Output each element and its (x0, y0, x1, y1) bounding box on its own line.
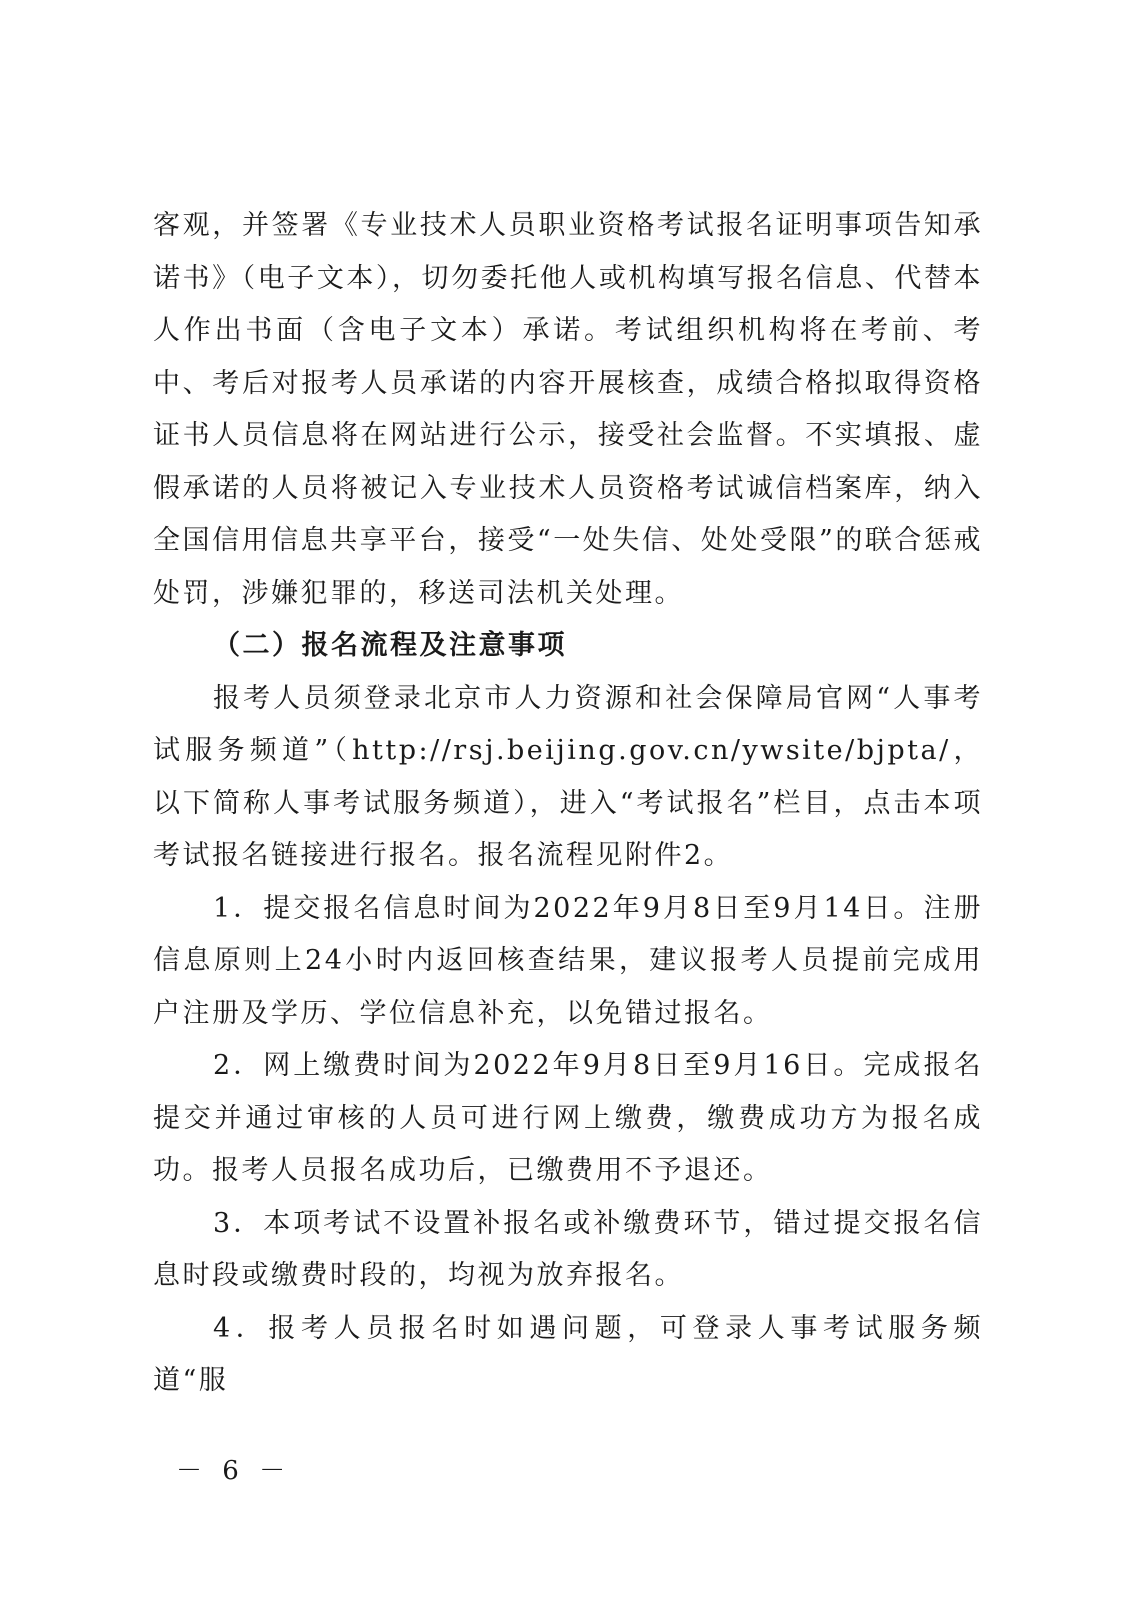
paragraph-item-2-payment-time: 2．网上缴费时间为2022年9月8日至9月16日。完成报名提交并通过审核的人员可进行网上缴费，缴费成功方为报名成功。报考人员报名成功后，已缴费用不予退还。 (153, 1050, 983, 1186)
page-number: － 6 － (176, 1456, 292, 1486)
paragraph-item-4-problems: 4．报考人员报名时如遇问题，可登录人事考试服务频道“服 (153, 1312, 983, 1396)
section-heading-registration-process: （二）报名流程及注意事项 (213, 630, 567, 661)
paragraph-item-1-submission-time: 1．提交报名信息时间为2022年9月8日至9月14日。注册信息原则上24小时内返回核查结果，建议报考人员提前完成用户注册及学历、学位信息补充，以免错过报名。 (153, 892, 983, 1029)
document-body (153, 200, 983, 1408)
paragraph-registration-website: 报考人员须登录北京市人力资源和社会保障局官网“人事考试服务频道”（http://rsj.beijing.gov.cn/ywsite/bjpta/，以下简称人事考试服务频道），进入“考试报名”栏目，点击本项考试报名链接进行报名。报名流程见附件2。 (153, 682, 983, 871)
paragraph-item-3-no-late-registration: 3．本项考试不设置补报名或补缴费环节，错过提交报名信息时段或缴费时段的，均视为放弃报名。 (153, 1207, 983, 1291)
paragraph-commitment-continued: 客观，并签署《专业技术人员职业资格考试报名证明事项告知承诺书》（电子文本），切勿委托他人或机构填写报名信息、代替本人作出书面（含电子文本）承诺。考试组织机构将在考前、考中、考后对报考人员承诺的内容开展核查，成绩合格拟取得资格证书人员信息将在网站进行公示，接受社会监督。不实填报、虚假承诺的人员将被记入专业技术人员资格考试诚信档案库，纳入全国信用信息共享平台，接受“一处失信、处处受限”的联合惩戒处罚，涉嫌犯罪的，移送司法机关处理。 (153, 210, 983, 609)
